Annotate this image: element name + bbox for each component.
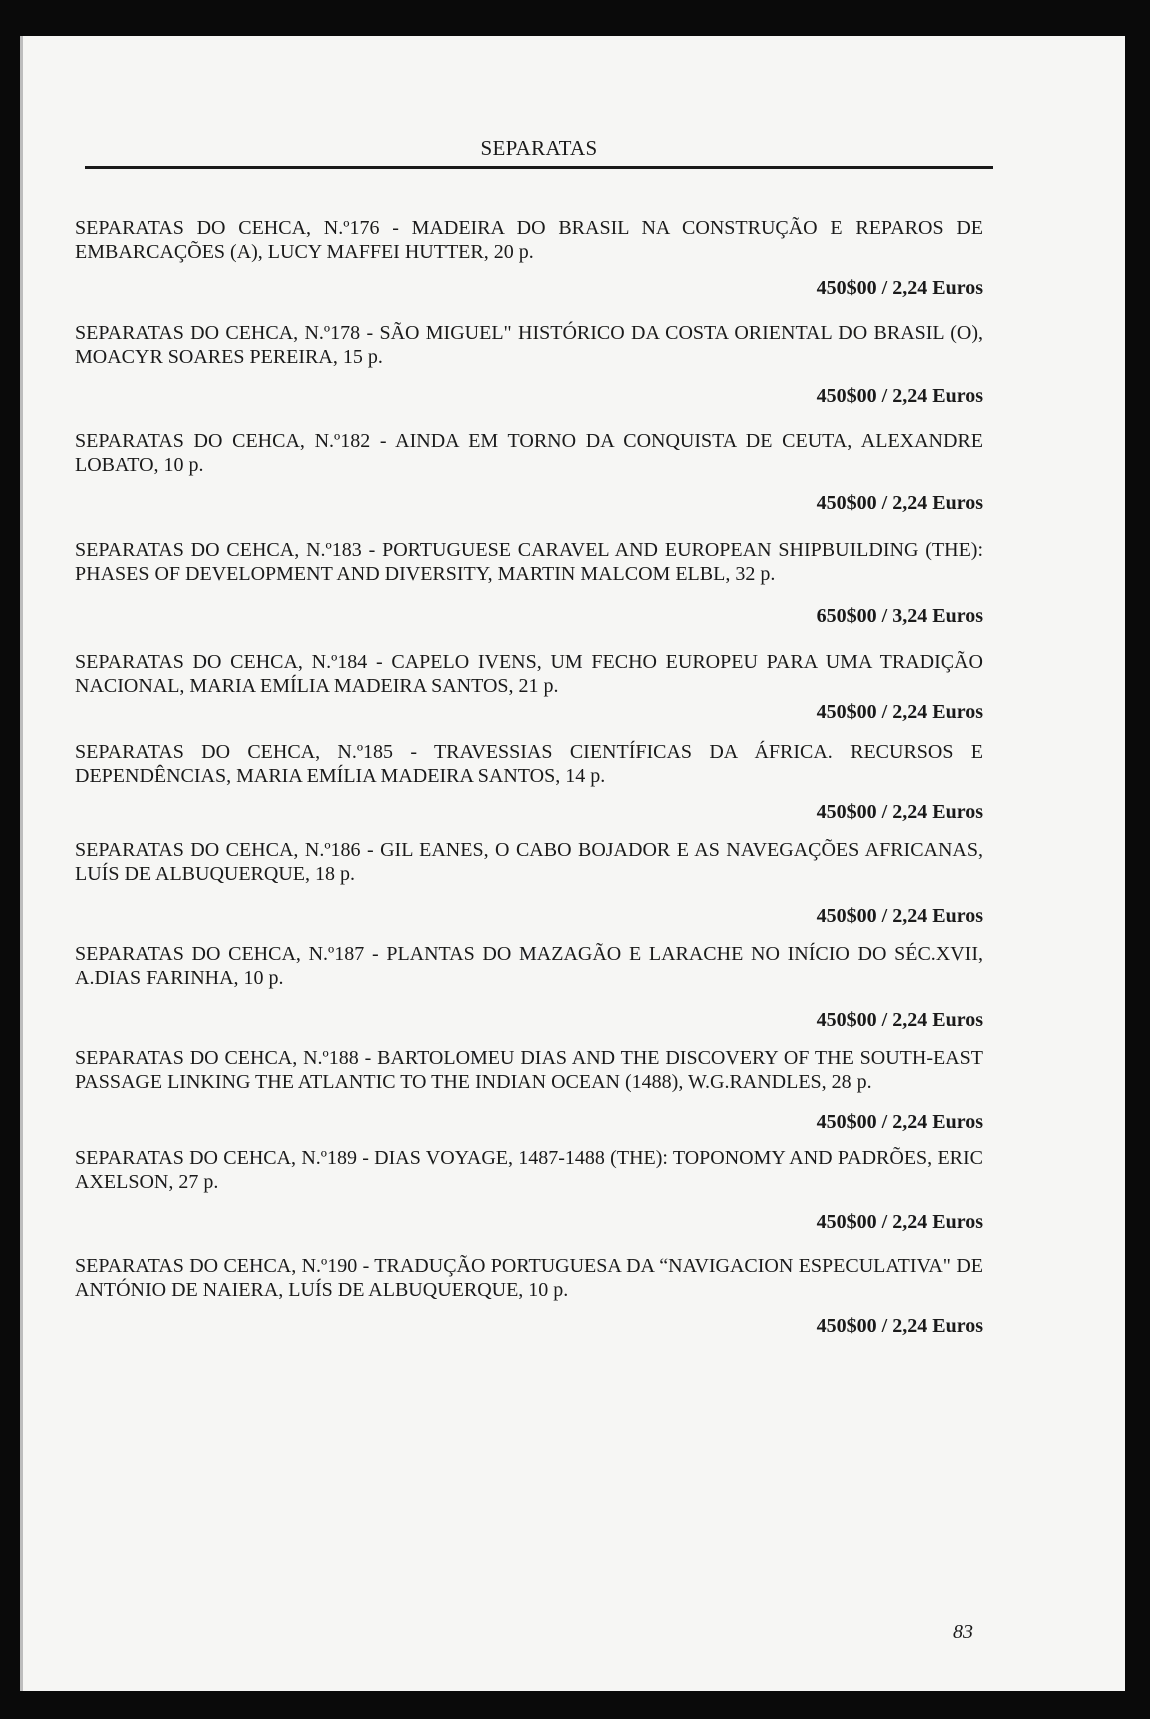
entry-price: 450$00 / 2,24 Euros	[816, 801, 983, 823]
catalog-entry	[75, 1254, 983, 1338]
entry-text: SEPARATAS DO CEHCA, N.º187 - PLANTAS DO MAZAGÃO E LARACHE NO INÍCIO DO SÉC.XVII, A.DIAS FARINHA, 10 p.	[75, 943, 983, 989]
catalog-entry	[75, 216, 983, 300]
running-header	[85, 134, 993, 169]
entry-price: 450$00 / 2,24 Euros	[816, 277, 983, 299]
catalog-entry	[75, 538, 983, 628]
catalog-entry	[75, 321, 983, 408]
entry-text: SEPARATAS DO CEHCA, N.º186 - GIL EANES, O CABO BOJADOR E AS NAVEGAÇÕES AFRICANAS, LUÍS DE ALBUQUERQUE, 18 p.	[75, 839, 983, 885]
entry-price: 650$00 / 3,24 Euros	[816, 605, 983, 627]
entry-text: SEPARATAS DO CEHCA, N.º188 - BARTOLOMEU DIAS AND THE DISCOVERY OF THE SOUTH-EAST PASSAGE LINKING THE ATLANTIC TO THE INDIAN OCEAN (1488), W.G.RANDLES, 28 p.	[75, 1047, 983, 1093]
book-page	[20, 36, 1125, 1691]
page-title: SEPARATAS	[480, 136, 598, 160]
entry-text: SEPARATAS DO CEHCA, N.º183 - PORTUGUESE CARAVEL AND EUROPEAN SHIPBUILDING (THE): PHASES OF DEVELOPMENT AND DIVERSITY, MARTIN MALCOM ELBL, 32 p.	[75, 539, 983, 585]
entry-price: 450$00 / 2,24 Euros	[816, 905, 983, 927]
entry-text: SEPARATAS DO CEHCA, N.º178 - SÃO MIGUEL" HISTÓRICO DA COSTA ORIENTAL DO BRASIL (O), MOACYR SOARES PEREIRA, 15 p.	[75, 322, 983, 368]
entry-text: SEPARATAS DO CEHCA, N.º185 - TRAVESSIAS CIENTÍFICAS DA ÁFRICA. RECURSOS E DEPENDÊNCIAS, MARIA EMÍLIA MADEIRA SANTOS, 14 p.	[75, 741, 983, 787]
entry-price: 450$00 / 2,24 Euros	[816, 1315, 983, 1337]
entry-price: 450$00 / 2,24 Euros	[816, 1211, 983, 1233]
entry-price: 450$00 / 2,24 Euros	[816, 1111, 983, 1133]
page-number: 83	[953, 1621, 973, 1643]
catalog-entry	[75, 429, 983, 515]
entry-price: 450$00 / 2,24 Euros	[816, 385, 983, 407]
catalog-entry	[75, 838, 983, 928]
entry-text: SEPARATAS DO CEHCA, N.º190 - TRADUÇÃO PORTUGUESA DA “NAVIGACION ESPECULATIVA" DE ANTÓNIO DE NAIERA, LUÍS DE ALBUQUERQUE, 10 p.	[75, 1255, 983, 1301]
entry-price: 450$00 / 2,24 Euros	[816, 701, 983, 723]
catalog-entry	[75, 740, 983, 824]
catalog-list	[75, 216, 983, 1338]
entry-text: SEPARATAS DO CEHCA, N.º184 - CAPELO IVENS, UM FECHO EUROPEU PARA UMA TRADIÇÃO NACIONAL, MARIA EMÍLIA MADEIRA SANTOS, 21 p.	[75, 651, 983, 697]
catalog-entry	[75, 1046, 983, 1134]
entry-text: SEPARATAS DO CEHCA, N.º182 - AINDA EM TORNO DA CONQUISTA DE CEUTA, ALEXANDRE LOBATO, 10 p.	[75, 430, 983, 476]
entry-price: 450$00 / 2,24 Euros	[816, 492, 983, 514]
catalog-entry	[75, 650, 983, 724]
entry-text: SEPARATAS DO CEHCA, N.º176 - MADEIRA DO BRASIL NA CONSTRUÇÃO E REPAROS DE EMBARCAÇÕES (A), LUCY MAFFEI HUTTER, 20 p.	[75, 217, 983, 263]
catalog-entry	[75, 942, 983, 1032]
entry-price: 450$00 / 2,24 Euros	[816, 1009, 983, 1031]
entry-text: SEPARATAS DO CEHCA, N.º189 - DIAS VOYAGE, 1487-1488 (THE): TOPONOMY AND PADRÕES, ERIC AXELSON, 27 p.	[75, 1147, 983, 1193]
catalog-entry	[75, 1146, 983, 1234]
